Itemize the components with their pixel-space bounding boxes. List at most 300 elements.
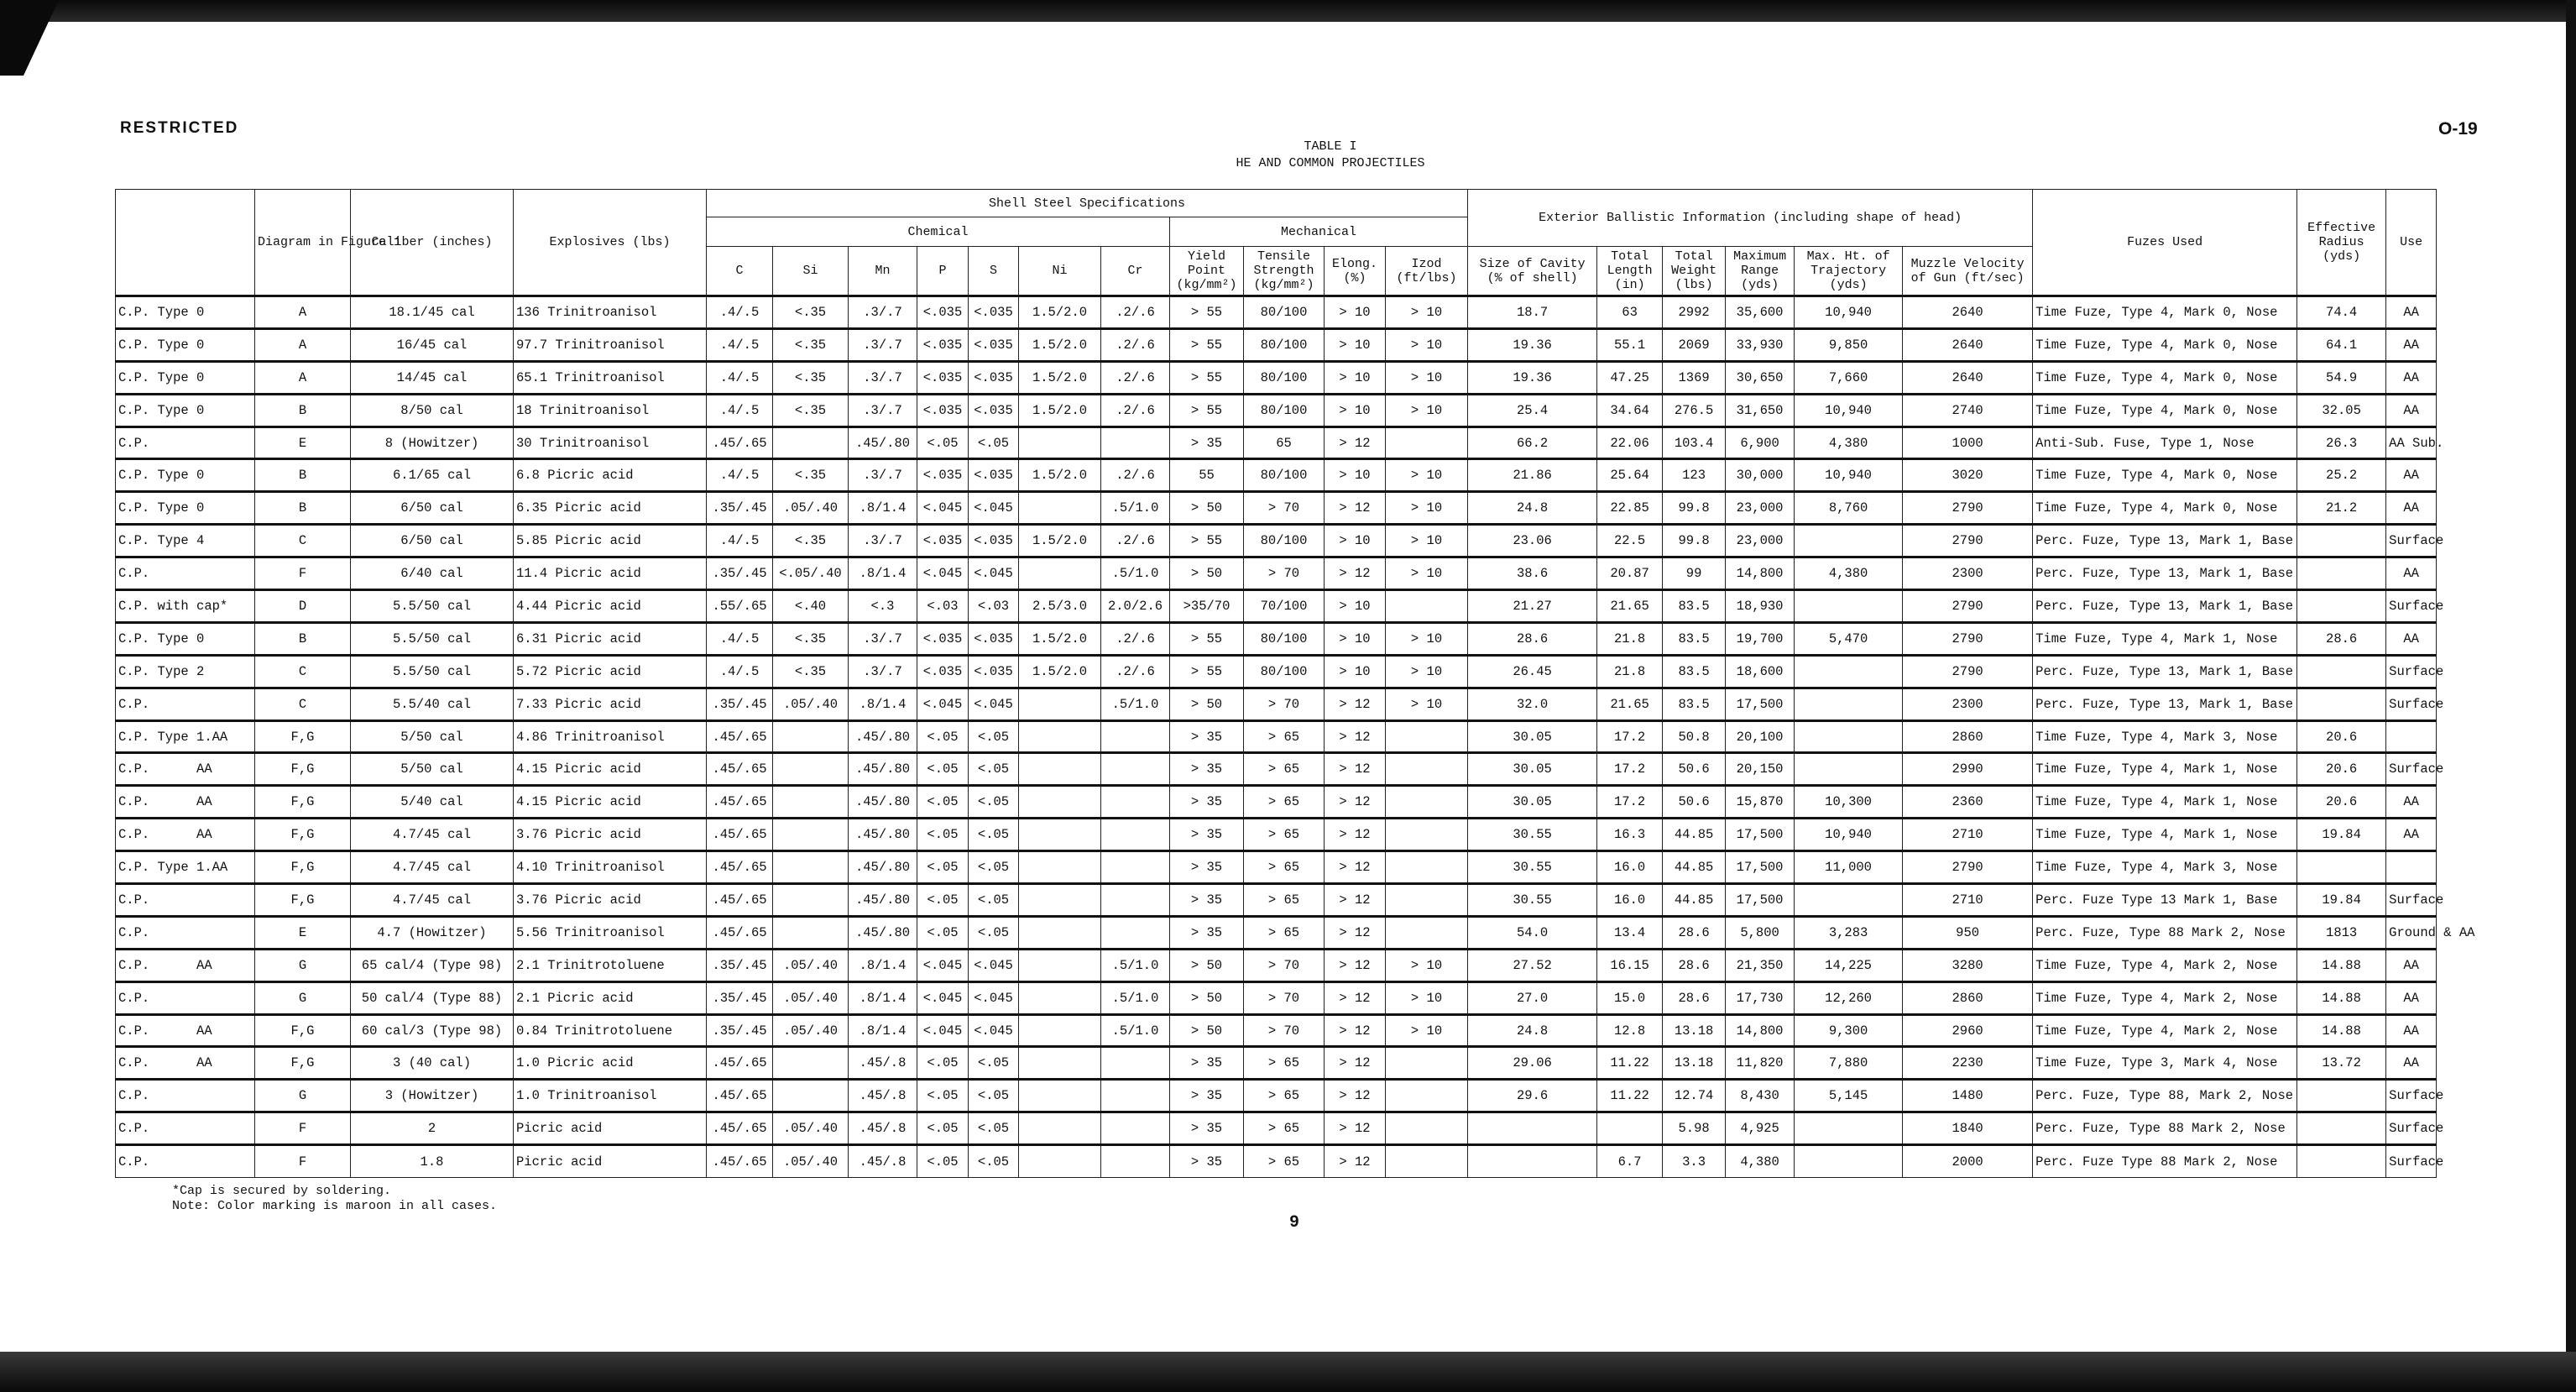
cell-fuze: Perc. Fuze Type 88 Mark 2, Nose (2033, 1145, 2297, 1178)
cell-s: <.035 (969, 622, 1019, 655)
cell-c: .35/.45 (707, 981, 773, 1014)
table-row (116, 1080, 2437, 1112)
cell-elong: > 10 (1325, 296, 1386, 329)
cell-fuze: Perc. Fuze, Type 88 Mark 2, Nose (2033, 916, 2297, 949)
cell-fuze: Time Fuze, Type 3, Mark 4, Nose (2033, 1047, 2297, 1080)
cell-radius (2297, 1145, 2386, 1178)
cell-cavity: 21.86 (1468, 459, 1597, 492)
cell-diagram: C (255, 655, 351, 688)
table-row (116, 753, 2437, 786)
cell-c: .4/.5 (707, 525, 773, 557)
cell-type: C.P. Type 1.AA (116, 720, 255, 753)
cell-mn: .3/.7 (849, 459, 917, 492)
cell-si (773, 851, 849, 884)
cell-muzzle: 2960 (1903, 1014, 2033, 1047)
cell-c: .4/.5 (707, 361, 773, 394)
cell-c: .4/.5 (707, 394, 773, 426)
cell-use: Surface (2386, 655, 2437, 688)
cell-caliber: 1.8 (351, 1145, 514, 1178)
cell-cr: .5/1.0 (1101, 688, 1170, 720)
cell-muzzle: 2740 (1903, 394, 2033, 426)
cell-si: .05/.40 (773, 981, 849, 1014)
cell-tensile: 80/100 (1244, 655, 1325, 688)
cell-explosive: 30 Trinitroanisol (514, 426, 707, 459)
cell-elong: > 12 (1325, 492, 1386, 525)
cell-s: <.05 (969, 819, 1019, 851)
cell-explosive: 6.8 Picric acid (514, 459, 707, 492)
cell-s: <.05 (969, 426, 1019, 459)
cell-tensile: 80/100 (1244, 394, 1325, 426)
cell-weight: 28.6 (1663, 949, 1726, 981)
cell-explosive: 3.76 Picric acid (514, 819, 707, 851)
cell-explosive: 18 Trinitroanisol (514, 394, 707, 426)
header-c: C (707, 247, 773, 296)
cell-range: 23,000 (1726, 492, 1795, 525)
header-ni: Ni (1019, 247, 1101, 296)
cell-mn: .3/.7 (849, 361, 917, 394)
cell-weight: 28.6 (1663, 981, 1726, 1014)
cell-cr (1101, 819, 1170, 851)
cell-cavity: 32.0 (1468, 688, 1597, 720)
cell-s: <.05 (969, 753, 1019, 786)
cell-use: AA (2386, 361, 2437, 394)
cell-fuze: Perc. Fuze, Type 13, Mark 1, Base (2033, 525, 2297, 557)
cell-si: .05/.40 (773, 492, 849, 525)
cell-cr: .5/1.0 (1101, 1014, 1170, 1047)
cell-use: AA (2386, 786, 2437, 819)
header-length: Total Length (in) (1597, 247, 1663, 296)
cell-elong: > 10 (1325, 590, 1386, 623)
cell-caliber: 5/50 cal (351, 720, 514, 753)
cell-tensile: > 70 (1244, 981, 1325, 1014)
cell-range: 20,150 (1726, 753, 1795, 786)
cell-izod (1386, 884, 1468, 917)
cell-elong: > 12 (1325, 426, 1386, 459)
cell-cavity (1468, 1145, 1597, 1178)
cell-type: C.P. Type 2 (116, 655, 255, 688)
cell-elong: > 12 (1325, 1014, 1386, 1047)
cell-elong: > 10 (1325, 655, 1386, 688)
cell-si: .05/.40 (773, 1014, 849, 1047)
cell-fuze: Perc. Fuze, Type 88, Mark 2, Nose (2033, 1080, 2297, 1112)
cell-c: .45/.65 (707, 426, 773, 459)
cell-tensile: > 65 (1244, 916, 1325, 949)
cell-max-ht: 9,850 (1795, 328, 1903, 361)
cell-max-ht (1795, 1112, 1903, 1145)
cell-ni (1019, 981, 1101, 1014)
cell-type: C.P. with cap* (116, 590, 255, 623)
cell-radius (2297, 688, 2386, 720)
cell-mn: .45/.80 (849, 753, 917, 786)
cell-yield: > 55 (1170, 328, 1244, 361)
header-muzzle: Muzzle Velocity of Gun (ft/sec) (1903, 247, 2033, 296)
cell-mn: .45/.80 (849, 786, 917, 819)
cell-fuze: Time Fuze, Type 4, Mark 0, Nose (2033, 459, 2297, 492)
cell-izod: > 10 (1386, 622, 1468, 655)
cell-p: <.035 (917, 296, 969, 329)
cell-weight: 2992 (1663, 296, 1726, 329)
cell-range: 6,900 (1726, 426, 1795, 459)
cell-ni (1019, 1112, 1101, 1145)
header-mn: Mn (849, 247, 917, 296)
cell-caliber: 60 cal/3 (Type 98) (351, 1014, 514, 1047)
cell-diagram: G (255, 1080, 351, 1112)
cell-max-ht: 9,300 (1795, 1014, 1903, 1047)
cell-explosive: 7.33 Picric acid (514, 688, 707, 720)
cell-radius (2297, 655, 2386, 688)
cell-explosive: 4.10 Trinitroanisol (514, 851, 707, 884)
cell-ni (1019, 492, 1101, 525)
cell-diagram: F,G (255, 753, 351, 786)
cell-muzzle: 2860 (1903, 720, 2033, 753)
cell-length: 16.0 (1597, 851, 1663, 884)
cell-range: 23,000 (1726, 525, 1795, 557)
cell-caliber: 5.5/50 cal (351, 655, 514, 688)
table-row (116, 590, 2437, 623)
cell-p: <.05 (917, 819, 969, 851)
cell-c: .45/.65 (707, 1080, 773, 1112)
cell-use: AA (2386, 459, 2437, 492)
cell-caliber: 5.5/40 cal (351, 688, 514, 720)
cell-fuze: Time Fuze, Type 4, Mark 1, Nose (2033, 753, 2297, 786)
cell-weight: 44.85 (1663, 884, 1726, 917)
cell-tensile: 80/100 (1244, 296, 1325, 329)
cell-length: 34.64 (1597, 394, 1663, 426)
cell-range: 17,500 (1726, 688, 1795, 720)
cell-cavity: 26.45 (1468, 655, 1597, 688)
cell-muzzle: 2300 (1903, 688, 2033, 720)
cell-c: .4/.5 (707, 622, 773, 655)
table-row (116, 884, 2437, 917)
cell-p: <.035 (917, 525, 969, 557)
header-p: P (917, 247, 969, 296)
cell-length: 11.22 (1597, 1047, 1663, 1080)
cell-fuze: Perc. Fuze, Type 13, Mark 1, Base (2033, 688, 2297, 720)
header-use: Use (2386, 190, 2437, 296)
cell-diagram: F (255, 1112, 351, 1145)
cell-ni (1019, 688, 1101, 720)
cell-si (773, 753, 849, 786)
cell-c: .45/.65 (707, 884, 773, 917)
cell-length: 12.8 (1597, 1014, 1663, 1047)
cell-explosive: 4.15 Picric acid (514, 753, 707, 786)
cell-type: C.P. (116, 981, 255, 1014)
cell-weight: 5.98 (1663, 1112, 1726, 1145)
table-row (116, 1047, 2437, 1080)
cell-length: 21.8 (1597, 655, 1663, 688)
cell-ni (1019, 884, 1101, 917)
cell-diagram: E (255, 916, 351, 949)
table-row (116, 459, 2437, 492)
cell-caliber: 3 (Howitzer) (351, 1080, 514, 1112)
cell-p: <.035 (917, 328, 969, 361)
cell-cr (1101, 753, 1170, 786)
cell-izod (1386, 1112, 1468, 1145)
table-title: TABLE I (1304, 139, 1357, 154)
cell-length: 16.15 (1597, 949, 1663, 981)
cell-tensile: > 70 (1244, 557, 1325, 590)
cell-type: C.P. AA (116, 819, 255, 851)
cell-muzzle: 2790 (1903, 492, 2033, 525)
cell-max-ht: 10,940 (1795, 296, 1903, 329)
cell-max-ht: 7,660 (1795, 361, 1903, 394)
cell-weight: 83.5 (1663, 590, 1726, 623)
cell-type: C.P. AA (116, 1014, 255, 1047)
cell-yield: > 35 (1170, 720, 1244, 753)
cell-explosive: 1.0 Trinitroanisol (514, 1080, 707, 1112)
cell-c: .45/.65 (707, 916, 773, 949)
cell-cr (1101, 426, 1170, 459)
cell-tensile: > 65 (1244, 720, 1325, 753)
cell-radius: 14.88 (2297, 949, 2386, 981)
cell-type: C.P. Type 0 (116, 394, 255, 426)
cell-ni (1019, 1080, 1101, 1112)
table-row (116, 361, 2437, 394)
cell-yield: > 50 (1170, 949, 1244, 981)
cell-mn: .8/1.4 (849, 492, 917, 525)
cell-muzzle: 3020 (1903, 459, 2033, 492)
cell-c: .4/.5 (707, 459, 773, 492)
cell-elong: > 12 (1325, 819, 1386, 851)
header-cr: Cr (1101, 247, 1170, 296)
table-row (116, 1145, 2437, 1178)
cell-explosive: 0.84 Trinitrotoluene (514, 1014, 707, 1047)
cell-diagram: F,G (255, 884, 351, 917)
cell-use (2386, 851, 2437, 884)
cell-type: C.P. (116, 557, 255, 590)
cell-tensile: > 70 (1244, 492, 1325, 525)
cell-length: 13.4 (1597, 916, 1663, 949)
cell-cavity: 54.0 (1468, 916, 1597, 949)
cell-range: 15,870 (1726, 786, 1795, 819)
cell-p: <.05 (917, 426, 969, 459)
cell-ni: 1.5/2.0 (1019, 328, 1101, 361)
cell-fuze: Perc. Fuze, Type 13, Mark 1, Base (2033, 655, 2297, 688)
cell-caliber: 16/45 cal (351, 328, 514, 361)
cell-caliber: 6/50 cal (351, 492, 514, 525)
cell-p: <.05 (917, 720, 969, 753)
cell-explosive: Picric acid (514, 1145, 707, 1178)
cell-cavity: 30.55 (1468, 884, 1597, 917)
cell-p: <.035 (917, 459, 969, 492)
cell-ni (1019, 1014, 1101, 1047)
cell-yield: > 55 (1170, 361, 1244, 394)
cell-range: 20,100 (1726, 720, 1795, 753)
cell-p: <.035 (917, 394, 969, 426)
cell-tensile: 80/100 (1244, 361, 1325, 394)
cell-tensile: > 65 (1244, 851, 1325, 884)
cell-caliber: 8/50 cal (351, 394, 514, 426)
cell-c: .45/.65 (707, 1145, 773, 1178)
cell-mn: .45/.80 (849, 851, 917, 884)
cell-p: <.035 (917, 622, 969, 655)
cell-ni: 1.5/2.0 (1019, 459, 1101, 492)
table-body (116, 296, 2475, 1178)
cell-max-ht: 10,300 (1795, 786, 1903, 819)
cell-ni (1019, 753, 1101, 786)
cell-fuze: Time Fuze, Type 4, Mark 1, Nose (2033, 786, 2297, 819)
scan-border-top (0, 0, 2576, 22)
cell-izod: > 10 (1386, 394, 1468, 426)
cell-fuze: Time Fuze, Type 4, Mark 1, Nose (2033, 819, 2297, 851)
cell-si (773, 916, 849, 949)
cell-muzzle: 2360 (1903, 786, 2033, 819)
header-radius: Effective Radius (yds) (2297, 190, 2386, 296)
cell-radius: 19.84 (2297, 819, 2386, 851)
cell-yield: > 35 (1170, 753, 1244, 786)
cell-radius: 74.4 (2297, 296, 2386, 329)
cell-max-ht (1795, 720, 1903, 753)
cell-use: AA Sub. (2386, 426, 2437, 459)
classification-label: RESTRICTED (120, 119, 239, 137)
cell-si: <.35 (773, 525, 849, 557)
cell-type: C.P. (116, 916, 255, 949)
header-mechanical: Mechanical (1170, 217, 1468, 247)
cell-mn: .8/1.4 (849, 688, 917, 720)
cell-type: C.P. (116, 1145, 255, 1178)
cell-muzzle: 950 (1903, 916, 2033, 949)
cell-tensile: > 65 (1244, 884, 1325, 917)
cell-type: C.P. AA (116, 786, 255, 819)
header-type (116, 190, 255, 296)
cell-cavity: 29.06 (1468, 1047, 1597, 1080)
cell-explosive: 5.72 Picric acid (514, 655, 707, 688)
cell-fuze: Time Fuze, Type 4, Mark 3, Nose (2033, 851, 2297, 884)
cell-tensile: > 65 (1244, 819, 1325, 851)
cell-muzzle: 2710 (1903, 884, 2033, 917)
cell-radius: 28.6 (2297, 622, 2386, 655)
cell-muzzle: 2790 (1903, 622, 2033, 655)
cell-type: C.P. AA (116, 1047, 255, 1080)
scan-border-bottom (0, 1352, 2576, 1392)
cell-caliber: 50 cal/4 (Type 88) (351, 981, 514, 1014)
cell-use: AA (2386, 981, 2437, 1014)
cell-radius: 26.3 (2297, 426, 2386, 459)
cell-radius: 64.1 (2297, 328, 2386, 361)
cell-elong: > 10 (1325, 622, 1386, 655)
cell-c: .45/.65 (707, 720, 773, 753)
cell-explosive: 11.4 Picric acid (514, 557, 707, 590)
table-row (116, 720, 2437, 753)
cell-length (1597, 1112, 1663, 1145)
cell-diagram: B (255, 394, 351, 426)
cell-cr (1101, 851, 1170, 884)
cell-elong: > 12 (1325, 916, 1386, 949)
cell-yield: >35/70 (1170, 590, 1244, 623)
cell-weight: 123 (1663, 459, 1726, 492)
cell-range: 21,350 (1726, 949, 1795, 981)
cell-range: 14,800 (1726, 557, 1795, 590)
cell-use: AA (2386, 328, 2437, 361)
cell-caliber: 65 cal/4 (Type 98) (351, 949, 514, 981)
cell-tensile: 80/100 (1244, 328, 1325, 361)
cell-yield: > 55 (1170, 394, 1244, 426)
cell-ni: 1.5/2.0 (1019, 361, 1101, 394)
cell-si: <.40 (773, 590, 849, 623)
cell-radius: 54.9 (2297, 361, 2386, 394)
cell-cavity: 30.05 (1468, 720, 1597, 753)
cell-fuze: Time Fuze, Type 4, Mark 2, Nose (2033, 1014, 2297, 1047)
cell-yield: > 55 (1170, 525, 1244, 557)
cell-cr (1101, 884, 1170, 917)
cell-yield: > 35 (1170, 786, 1244, 819)
cell-radius: 20.6 (2297, 786, 2386, 819)
cell-radius (2297, 851, 2386, 884)
table-row (116, 622, 2437, 655)
cell-explosive: 136 Trinitroanisol (514, 296, 707, 329)
cell-ni (1019, 1047, 1101, 1080)
cell-mn: .3/.7 (849, 394, 917, 426)
cell-range: 4,925 (1726, 1112, 1795, 1145)
cell-si (773, 426, 849, 459)
cell-explosive: 4.86 Trinitroanisol (514, 720, 707, 753)
footnote-cap: *Cap is secured by soldering. (172, 1184, 392, 1198)
cell-cr: .5/1.0 (1101, 557, 1170, 590)
cell-diagram: C (255, 688, 351, 720)
cell-izod (1386, 426, 1468, 459)
cell-diagram: C (255, 525, 351, 557)
cell-weight: 103.4 (1663, 426, 1726, 459)
cell-range: 31,650 (1726, 394, 1795, 426)
cell-elong: > 12 (1325, 1145, 1386, 1178)
cell-range: 35,600 (1726, 296, 1795, 329)
cell-type: C.P. (116, 1112, 255, 1145)
cell-elong: > 10 (1325, 394, 1386, 426)
cell-cavity (1468, 1112, 1597, 1145)
cell-caliber: 6/40 cal (351, 557, 514, 590)
table-row (116, 328, 2437, 361)
cell-type: C.P. AA (116, 753, 255, 786)
cell-fuze: Time Fuze, Type 4, Mark 0, Nose (2033, 394, 2297, 426)
cell-max-ht: 7,880 (1795, 1047, 1903, 1080)
cell-length: 21.8 (1597, 622, 1663, 655)
cell-elong: > 12 (1325, 851, 1386, 884)
cell-mn: .3/.7 (849, 622, 917, 655)
table-row (116, 557, 2437, 590)
cell-diagram: B (255, 622, 351, 655)
header-si: Si (773, 247, 849, 296)
cell-s: <.05 (969, 851, 1019, 884)
cell-radius: 21.2 (2297, 492, 2386, 525)
cell-mn: .8/1.4 (849, 557, 917, 590)
cell-max-ht: 3,283 (1795, 916, 1903, 949)
cell-radius: 20.6 (2297, 720, 2386, 753)
cell-explosive: 1.0 Picric acid (514, 1047, 707, 1080)
cell-caliber: 4.7 (Howitzer) (351, 916, 514, 949)
projectiles-table (115, 189, 2475, 1178)
cell-caliber: 18.1/45 cal (351, 296, 514, 329)
cell-izod: > 10 (1386, 981, 1468, 1014)
cell-elong: > 12 (1325, 720, 1386, 753)
cell-elong: > 12 (1325, 949, 1386, 981)
cell-fuze: Perc. Fuze, Type 13, Mark 1, Base (2033, 557, 2297, 590)
cell-izod: > 10 (1386, 328, 1468, 361)
cell-yield: > 35 (1170, 1080, 1244, 1112)
cell-ni: 1.5/2.0 (1019, 296, 1101, 329)
cell-use: AA (2386, 1014, 2437, 1047)
cell-weight: 83.5 (1663, 622, 1726, 655)
cell-si (773, 1080, 849, 1112)
cell-elong: > 12 (1325, 1047, 1386, 1080)
cell-p: <.045 (917, 688, 969, 720)
cell-muzzle: 2000 (1903, 1145, 2033, 1178)
header-yield: Yield Point (kg/mm²) (1170, 247, 1244, 296)
table-row (116, 916, 2437, 949)
cell-radius: 14.88 (2297, 1014, 2386, 1047)
cell-caliber: 6.1/65 cal (351, 459, 514, 492)
cell-elong: > 12 (1325, 557, 1386, 590)
cell-izod: > 10 (1386, 492, 1468, 525)
